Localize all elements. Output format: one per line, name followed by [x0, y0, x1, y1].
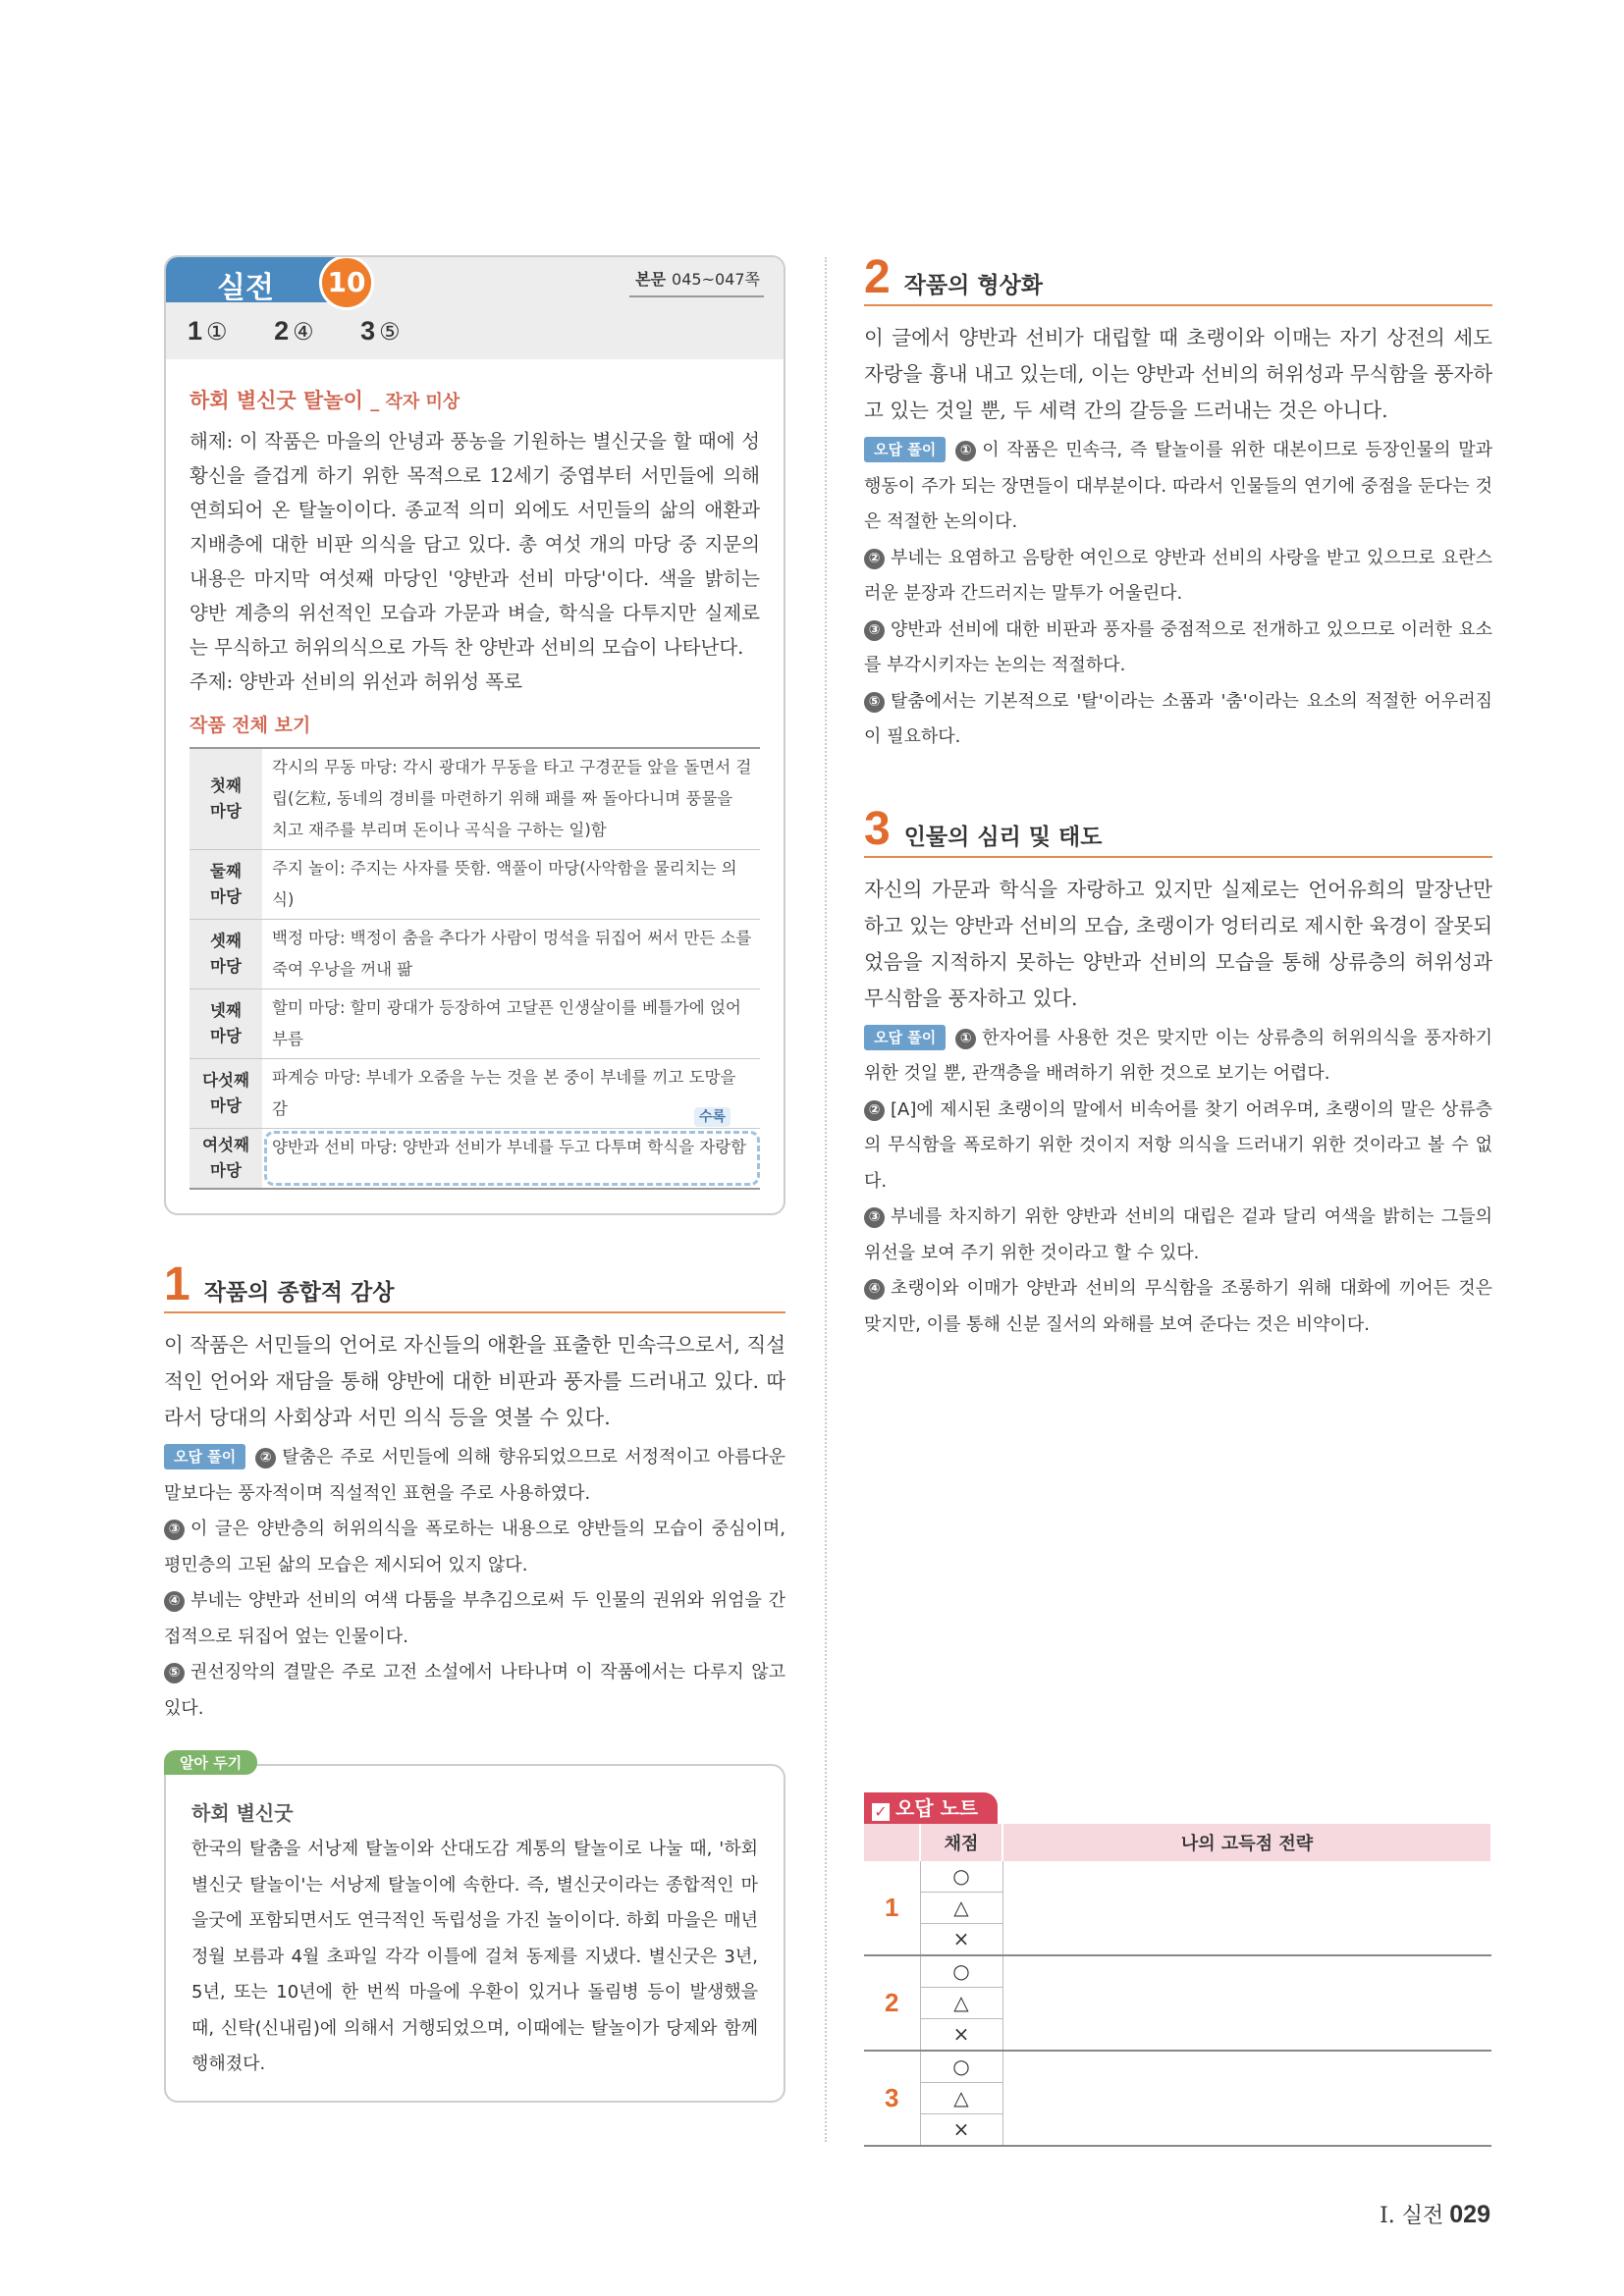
- madang-desc: 주지 놀이: 주지는 사자를 뜻함. 액풀이 마당(사악함을 물리치는 의식): [262, 850, 760, 920]
- wrong-note-tab: ✓ 오답 노트: [864, 1792, 998, 1824]
- question-number: 2: [864, 1955, 920, 2051]
- right-column: [864, 251, 1492, 1343]
- strategy-cell[interactable]: [1002, 1861, 1491, 1955]
- odap-item: ② 부네는 요염하고 음탕한 여인으로 양반과 선비의 사랑을 받고 있으므로 요란스러운 분장과 간드러지는 말투가 어울린다.: [864, 547, 1492, 604]
- circle-number: ①: [955, 1029, 976, 1049]
- section-title: 작품의 종합적 감상: [203, 1280, 395, 1306]
- madang-table: [189, 747, 760, 1190]
- odap-tag: 오답 풀이: [864, 1025, 946, 1050]
- circle-number: ④: [864, 1279, 885, 1300]
- overview-heading: 작품 전체 보기: [189, 715, 311, 736]
- work-title: 하회 별신굿 탈놀이 _ 작자 미상: [189, 389, 460, 412]
- section-1: [164, 1258, 785, 1727]
- score-marks: [920, 1955, 1002, 2051]
- know-title: 하회 별신굿: [191, 1801, 294, 1825]
- odap-item: ⑤ 권선징악의 결말은 주로 고전 소설에서 나타나며 이 작품에서는 다루지 않고 있다.: [164, 1662, 785, 1719]
- table-row-highlighted: [189, 1129, 760, 1190]
- madang-name: 첫째 마당: [189, 748, 262, 850]
- strategy-cell[interactable]: [1002, 2051, 1491, 2146]
- answer-header: [166, 257, 784, 359]
- section-body: 이 작품은 서민들의 언어로 자신들의 애환을 표출한 민속극으로서, 직설적인 언어와 재담을 통해 양반에 대한 비판과 풍자를 드러내고 있다. 따라서 당대의 사회상과 서민 의식 등을 엿볼 수 있다.: [164, 1333, 785, 1429]
- question-number: 1: [864, 1861, 920, 1955]
- madang-desc: 파계승 마당: 부네가 오줌을 누는 것을 본 중이 부네를 끼고 도망을 감: [262, 1059, 760, 1129]
- silj-label: 실전: [217, 271, 274, 305]
- silj-number-badge: 10: [319, 255, 374, 310]
- circle-number: ②: [864, 1100, 885, 1121]
- answer-body: [166, 359, 784, 1213]
- table-row: [189, 1059, 760, 1129]
- know-body: 한국의 탈춤을 서낭제 탈놀이와 산대도감 계통의 탈놀이로 나눌 때, '하회 별신굿 탈놀이'는 서낭제 탈놀이에 속한다. 즉, 별신굿이라는 종합적인 마을굿에 포함되면서도 연극적인 독립성을 가진 놀이이다. 하회 마을은 매년 정월 보름과 4월 초파일 각각 이틀에 걸쳐 동제를 지냈다. 별신굿은 3년, 5년, 또는 10년에 한 번씩 마을에 우환이 있거나 돌림병 등이 발생했을 때, 신탁(신내림)에 의해서 거행되었으며, 이때에는 탈놀이가 당제와 함께 행해졌다.: [191, 1839, 758, 2074]
- section-number: 2: [864, 251, 891, 303]
- page-number: 029: [1449, 2201, 1490, 2228]
- section-title: 인물의 심리 및 태도: [903, 824, 1103, 850]
- triangle-mark[interactable]: △: [921, 1988, 1002, 2019]
- page-ref-range: 045~047쪽: [672, 270, 760, 289]
- odap-item: ③ 이 글은 양반층의 허위의식을 폭로하는 내용으로 양반들의 모습이 중심이며, 평민층의 고된 삶의 모습은 제시되어 있지 않다.: [164, 1519, 785, 1575]
- page-footer: [1380, 2199, 1490, 2229]
- strategy-cell[interactable]: [1002, 1955, 1491, 2051]
- madang-desc: 백정 마당: 백정이 춤을 추다가 사람이 멍석을 뒤집어 써서 만든 소를 죽여 우낭을 꺼내 팖: [262, 920, 760, 989]
- triangle-mark[interactable]: △: [921, 1893, 1002, 1924]
- odap-item: ④ 초랭이와 이매가 양반과 선비의 무식함을 조롱하기 위해 대화에 끼어든 것은 맞지만, 이를 통해 신분 질서의 와해를 보여 준다는 것은 비약이다.: [864, 1278, 1492, 1335]
- circle-number: ③: [864, 620, 885, 641]
- score-marks: [920, 2051, 1002, 2146]
- answer-item: 2 ④: [274, 316, 314, 346]
- table-header-row: [864, 1824, 1491, 1861]
- odap-item: 오답 풀이 ① 한자어를 사용한 것은 맞지만 이는 상류층의 허위의식을 풍자하기 위한 것일 뿐, 관객층을 배려하기 위한 것으로 보기는 어렵다.: [864, 1021, 1492, 1093]
- odap-item: 오답 풀이 ② 탈춤은 주로 서민들에 의해 향유되었으므로 서정적이고 아름다운 말보다는 풍자적이며 직설적인 표현을 주로 사용하였다.: [164, 1440, 785, 1512]
- wrong-note-table: [864, 1824, 1492, 2147]
- odap-item: ② [A]에 제시된 초랭이의 말에서 비속어를 찾기 어려우며, 초랭이의 말은 상류층의 무식함을 폭로하기 위한 것이지 저항 의식을 드러내기 위한 것이라고 볼 수 없다.: [864, 1098, 1492, 1192]
- circle-number: ④: [164, 1591, 185, 1612]
- odap-item: 오답 풀이 ① 이 작품은 민속극, 즉 탈놀이를 위한 대본이므로 등장인물의 말과 행동이 주가 되는 장면들이 대부분이다. 따라서 인물들의 연기에 중점을 둔다는 것은 적절한 논의이다.: [864, 433, 1492, 541]
- answer-key: [188, 316, 440, 347]
- included-tag: 수록: [694, 1107, 731, 1127]
- answer-item: 1 ①: [188, 316, 228, 346]
- circle-mark[interactable]: ○: [921, 2052, 1002, 2083]
- page-ref-label: 본문: [635, 270, 667, 289]
- section-number: 1: [164, 1258, 190, 1310]
- table-row: [189, 748, 760, 850]
- theme-text: 주제: 양반과 선비의 위선과 허위성 폭로: [189, 670, 522, 693]
- cross-mark[interactable]: ×: [952, 2022, 970, 2046]
- section-body: 이 글에서 양반과 선비가 대립할 때 초랭이와 이매는 자기 상전의 세도 자랑을 흉내 내고 있는데, 이는 양반과 선비의 허위성과 무식함을 풍자하고 있는 것일 뿐, 두 세력 간의 갈등을 드러내는 것은 아니다.: [864, 326, 1492, 422]
- triangle-mark[interactable]: △: [921, 2083, 1002, 2114]
- section-title: 작품의 형상화: [903, 273, 1044, 298]
- madang-name: 다섯째 마당: [189, 1059, 262, 1129]
- haeje-text: 해제: 이 작품은 마을의 안녕과 풍농을 기원하는 별신굿을 할 때에 성황신을 즐겁게 하기 위한 목적으로 12세기 중엽부터 서민들에 의해 연희되어 온 탈놀이이다. 종교적 의미 외에도 서민들의 삶의 애환과 지배층에 대한 비판 의식을 담고 있다. 총 여섯 개의 마당 중 지문의 내용은 마지막 여섯째 마당인 '양반과 선비 마당'이다. 색을 밝히는 양반 계층의 위선적인 모습과 가문과 벼슬, 학식을 다투지만 실제로는 무식하고 허위의식으로 가득 찬 양반과 선비의 모습이 나타난다.: [189, 430, 760, 659]
- footer-section: I. 실전: [1380, 2204, 1444, 2228]
- circle-number: ②: [255, 1448, 276, 1468]
- know-box: [164, 1754, 785, 2103]
- table-row: [864, 2051, 1491, 2146]
- section-2: [864, 251, 1492, 756]
- circle-number: ②: [864, 549, 885, 569]
- madang-desc: 수록 양반과 선비 마당: 양반과 선비가 부네를 두고 다투며 학식을 자랑함: [262, 1129, 760, 1190]
- odap-tag: 오답 풀이: [164, 1444, 245, 1469]
- column-divider: [825, 257, 827, 2142]
- circle-number: ⑤: [864, 692, 885, 713]
- circle-mark[interactable]: ○: [921, 1861, 1002, 1893]
- madang-desc: 각시의 무동 마당: 각시 광대가 무동을 타고 구경꾼들 앞을 돌면서 걸립(乞粒, 동네의 경비를 마련하기 위해 패를 짜 돌아다니며 풍물을 치고 재주를 부리며 돈이나 곡식을 구하는 일)함: [262, 748, 760, 850]
- circle-number: ③: [864, 1207, 885, 1228]
- section-heading: [164, 1258, 785, 1313]
- section-3: [864, 802, 1492, 1344]
- table-header-strategy: 나의 고득점 전략: [1002, 1824, 1491, 1861]
- left-column: [164, 255, 785, 2103]
- odap-item: ④ 부네는 양반과 선비의 여색 다툼을 부추김으로써 두 인물의 권위와 위엄을 간접적으로 뒤집어 엎는 인물이다.: [164, 1590, 785, 1647]
- odap-item: ⑤ 탈춤에서는 기본적으로 '탈'이라는 소품과 '춤'이라는 요소의 적절한 어우러짐이 필요하다.: [864, 690, 1492, 747]
- question-number: 3: [864, 2051, 920, 2146]
- work-author: _ 작자 미상: [370, 392, 460, 412]
- know-tag: 알아 두기: [164, 1750, 257, 1775]
- checkbox-icon: ✓: [872, 1803, 890, 1821]
- odap-tag: 오답 풀이: [864, 437, 946, 462]
- cross-mark[interactable]: ×: [952, 1927, 970, 1950]
- section-heading: [864, 251, 1492, 306]
- table-row: [189, 920, 760, 989]
- section-number: 3: [864, 802, 891, 855]
- table-row: [189, 989, 760, 1059]
- section-body: 자신의 가문과 학식을 자랑하고 있지만 실제로는 언어유희의 말장난만 하고 있는 양반과 선비의 모습, 초랭이가 엉터리로 제시한 육경이 잘못되었음을 지적하지 못하는 양반과 선비의 모습을 통해 상류층의 허위성과 무식함을 풍자하고 있다.: [864, 877, 1492, 1010]
- odap-item: ③ 부네를 차지하기 위한 양반과 선비의 대립은 겉과 달리 여색을 밝히는 그들의 위선을 보여 주기 위한 것이라고 할 수 있다.: [864, 1206, 1492, 1263]
- madang-name: 둘째 마당: [189, 850, 262, 920]
- table-header-score: 채점: [920, 1824, 1002, 1861]
- madang-name: 여섯째 마당: [189, 1129, 262, 1190]
- odap-item: ③ 양반과 선비에 대한 비판과 풍자를 중점적으로 전개하고 있으므로 이러한 요소를 부각시키자는 논의는 적절하다.: [864, 618, 1492, 675]
- circle-number: ③: [164, 1520, 185, 1540]
- table-row: [864, 1955, 1491, 2051]
- answer-box: [164, 255, 785, 1215]
- answer-item: 3 ⑤: [360, 316, 401, 346]
- page-reference: [629, 267, 764, 297]
- table-row: [864, 1861, 1491, 1955]
- madang-name: 셋째 마당: [189, 920, 262, 989]
- cross-mark[interactable]: ×: [952, 2117, 970, 2141]
- table-row: [189, 850, 760, 920]
- score-marks: [920, 1861, 1002, 1955]
- circle-mark[interactable]: ○: [921, 1956, 1002, 1988]
- circle-number: ①: [955, 441, 976, 461]
- madang-desc: 할미 마당: 할미 광대가 등장하여 고달픈 인생살이를 베틀가에 얹어 부름: [262, 989, 760, 1059]
- madang-name: 넷째 마당: [189, 989, 262, 1059]
- table-header-blank: [864, 1824, 920, 1861]
- section-heading: [864, 802, 1492, 858]
- circle-number: ⑤: [164, 1663, 185, 1683]
